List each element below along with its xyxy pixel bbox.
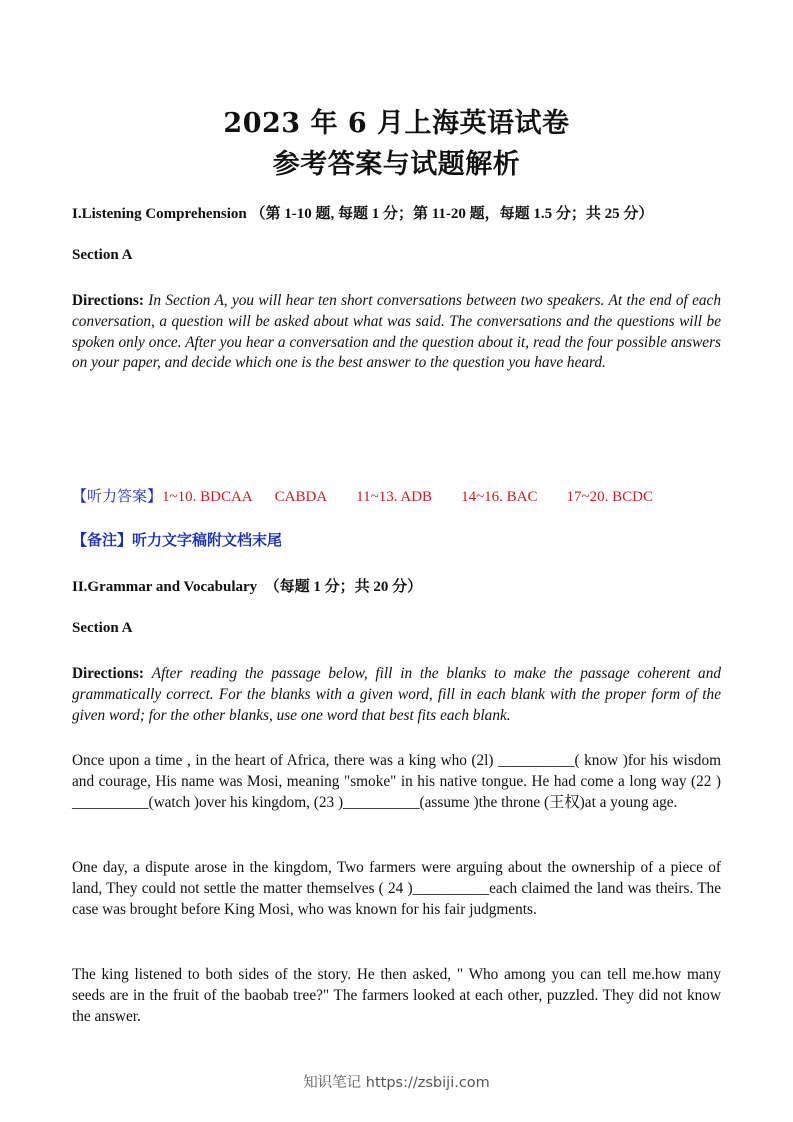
part1-directions — [72, 291, 721, 374]
answer-group-3: 11~13. ADB — [356, 489, 433, 505]
footer-watermark: 知识笔记 https://zsbiji.com — [303, 1075, 490, 1091]
directions-text: After reading the passage below, fill in the blanks to make the passage coherent and grammatically correct. For the blanks with a given word, fill in each blank with the proper form of the given word; for the other blanks, use one word that best fits each blank. — [72, 665, 721, 724]
answer-group-2: CABDA — [274, 489, 328, 505]
passage-paragraph-2: One day, a dispute arose in the kingdom, Two farmers were arguing about the ownership of a piece of land, They could not settle the matter themselves ( 24 )__________each claimed the land was theirs. The case was brought before King Mosi, who was known for his fair judgments. — [72, 859, 721, 918]
document-subtitle: 参考答案与试题解析 — [272, 149, 521, 180]
answer-group-5: 17~20. BCDC — [566, 489, 653, 505]
directions-label: Directions: — [72, 665, 144, 682]
part1-heading: I.Listening Comprehension （第 1-10 题, 每题 1 分；第 11-20 题，每题 1.5 分；共 25 分） — [72, 206, 654, 222]
document-title: 2023 年 6 月上海英语试卷 — [223, 108, 570, 139]
answer-group-1: 1~10. BDCAA — [162, 489, 253, 505]
answers-label: 【听力答案】 — [72, 489, 163, 505]
directions-text: In Section A, you will hear ten short conversations between two speakers. At the end of each conversation, a question will be asked about what was said. The conversations and the questions will be spoken only once. After you hear a conversation and the question about it, read the four possible answers on your paper, and decide which one is the best answer to the question you have heard. — [72, 292, 721, 372]
listening-answers — [72, 485, 721, 506]
note-line: 【备注】听力文字稿附文档末尾 — [72, 533, 283, 549]
passage-paragraph-1: Once upon a time , in the heart of Africa, there was a king who (2l) __________( know )for his wisdom and courage, His name was Mosi, meaning "smoke" in his native tongue. He had come a long way (22 ) __________(watch )over his kingdom, (23 )__________(assume )the throne (王权)at a young age. — [72, 752, 721, 811]
part2-directions — [72, 664, 721, 726]
passage-paragraph-3: The king listened to both sides of the story. He then asked, " Who among you can tell me.how many seeds are in the fruit of the baobab tree?" The farmers looked at each other, puzzled. They did not know the answer. — [72, 966, 721, 1025]
answer-group-4: 14~16. BAC — [461, 489, 538, 505]
part1-section-label: Section A — [72, 247, 133, 263]
part2-heading: II.Grammar and Vocabulary （每题 1 分；共 20 分） — [72, 579, 423, 595]
directions-label: Directions: — [72, 292, 144, 309]
part2-section-label: Section A — [72, 620, 133, 636]
